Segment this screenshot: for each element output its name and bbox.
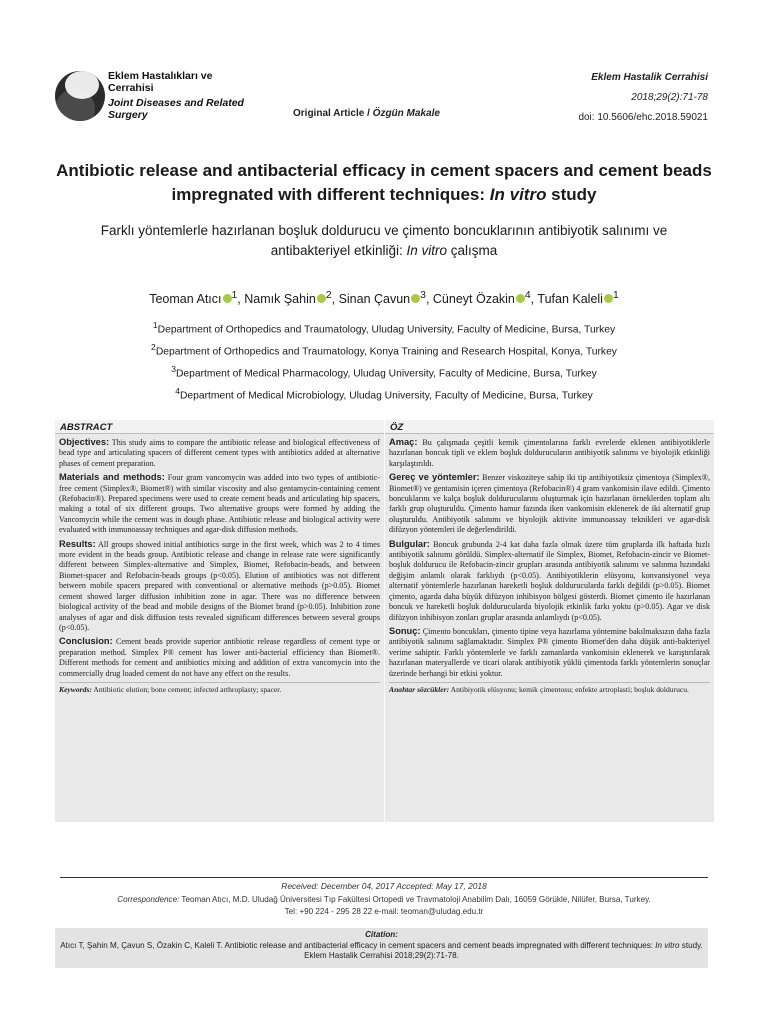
orcid-icon[interactable] bbox=[411, 294, 420, 303]
gerec-label: Gereç ve yöntemler: bbox=[389, 472, 480, 483]
correspondence-contact: Tel: +90 224 - 295 28 22 e-mail: teoman@uludag.edu.tr bbox=[284, 907, 484, 916]
oz-box bbox=[385, 420, 714, 822]
affiliation-text: Department of Orthopedics and Traumatology, Uludag University, Faculty of Medicine, Bursa, Turkey bbox=[157, 324, 616, 336]
author-sup: 4 bbox=[524, 290, 531, 301]
article-title-main: Antibiotic release and antibacterial efficacy in cement spacers and cement beads impregnated with different techniques: bbox=[56, 161, 712, 204]
footer-divider bbox=[60, 877, 708, 878]
author-sup: 1 bbox=[612, 290, 619, 301]
citation-italic: In vitro bbox=[655, 940, 680, 950]
oz-sonuc bbox=[389, 626, 710, 679]
orcid-icon[interactable] bbox=[223, 294, 232, 303]
correspondence-label: Correspondence: bbox=[117, 895, 180, 904]
article-title-italic: In vitro bbox=[489, 185, 547, 204]
author-name: Tufan Kaleli bbox=[537, 292, 603, 307]
article-type-en: Original Article bbox=[293, 108, 365, 119]
journal-logo bbox=[55, 71, 105, 121]
article-type-separator: / bbox=[364, 108, 373, 119]
keywords-text: Antibiotic elution; bone cement; infected arthroplasty; spacer. bbox=[91, 684, 282, 694]
oz-gerec bbox=[389, 472, 710, 535]
citation-box bbox=[55, 928, 708, 968]
sonuc-label: Sonuç: bbox=[389, 625, 421, 636]
results-label: Results: bbox=[59, 538, 96, 549]
author-sup: 2 bbox=[325, 290, 332, 301]
journal-short-title: Eklem Hastalik Cerrahisi bbox=[591, 72, 708, 83]
affiliation-sup: 1 bbox=[152, 320, 158, 330]
abstract-heading: ABSTRACT bbox=[55, 420, 384, 434]
affiliation-text: Department of Medical Microbiology, Uludag University, Faculty of Medicine, Bursa, Turkey bbox=[179, 390, 593, 402]
abstract-methods bbox=[59, 472, 380, 535]
bulgular-text: Boncuk grubunda 2-4 kat daha fazla olmak üzere tüm gruplarda ilk haftada hızlı antibiyotik salınımı görüldü. Simplex-alternatif ile Simplex, Biomet, Refobacin-zincir ve Biomet-boşluk doldurucu ile Refobacin-zincir grupları arasında antibiyotik salınımı ve salınma hızındaki değişim anlamlı olarak farklıydı (p<0.05). Antibiyotiklerin elüsyonu, konvansiyonel veya alternatif yöntemlerle hazırlanan hareketli boşluk doldurucularda farklı değildi (p>0.05). Biomet çimento, agarda daha büyük difüzyon inhibisyon bölgesi gösterdi. Biomet çimento ile hazırlanan boncuk ve hareketli boşluk doldurucularda biyolojik etkinlik farkı yoktu (p>0.05). Agar ve disk difüzyon inhibisyon zonları gruplar arasında anlamlıydı (p<0.05). bbox=[389, 539, 710, 622]
abstract-box bbox=[55, 420, 384, 822]
methods-text: Four gram vancomycin was added into two types of antibiotic-free cement (Simplex®, Biomet®) with similar viscosity and also gentamycin-containing cement (Refobacin®). Prepared specimens were used to create cement beads and articulating hip spacers, making a total of six different groups. Two alternative groups were formed by adding the Vancomycin while the cement was in dough phase. Antibiotic release and biological activity were evaluated with immunoassay techniques and agar-disk diffusion methods. bbox=[59, 473, 380, 535]
conclusion-label: Conclusion: bbox=[59, 636, 113, 647]
subtitle-main: Farklı yöntemlerle hazırlanan boşluk doldurucu ve çimento boncuklarının antibiyotik salınımı ve antibakteriyel etkinliği: bbox=[100, 223, 668, 258]
author-name: Namık Şahin bbox=[244, 292, 316, 307]
correspondence bbox=[60, 894, 708, 918]
author[interactable] bbox=[339, 292, 426, 306]
article-type bbox=[293, 108, 440, 119]
subtitle-end: çalışma bbox=[447, 243, 498, 258]
gerec-text: Benzer viskoziteye sahip iki tip antibiyotiksiz çimentoya (Simplex®, Biomet®) ve gentamisin içeren çimentoya (Refobacin®) 4 gram vankomisin ilave edildi. Çimento boncuklarını ve kalça boşluk doldurucularını oluşturmak için hazırlanan örneklerden toplam altı farklı grup oluşturuldu. Çimento hamur fazında iken vankomisin eklenerek de iki alternatif grup oluşturuldu. Antibiyotik salınımı ve biyolojik aktivite immunoassay teknikleri ve agar-disk difüzyon yöntemleri ile değerlendirildi. bbox=[389, 473, 710, 535]
doi[interactable]: doi: 10.5606/ehc.2018.59021 bbox=[578, 112, 708, 123]
author-list: Teoman Atıcı $^1$, Namık Şahin $^2$, Sinan Çavun $^3$, Cüneyt Özakin $^4$, Tufan Kaleli $^1$ bbox=[149, 290, 619, 307]
affiliation-text: Department of Orthopedics and Traumatology, Konya Training and Research Hospital, Konya, Turkey bbox=[155, 346, 617, 358]
keywords-label: Keywords: bbox=[59, 684, 92, 694]
affiliation-sup: 2 bbox=[151, 341, 156, 352]
author-name: Sinan Çavun bbox=[338, 292, 411, 307]
author-name: Cüneyt Özakin bbox=[432, 292, 515, 307]
abstract-conclusion bbox=[59, 636, 380, 679]
oz-bulgular bbox=[389, 539, 710, 623]
article-title-end: study bbox=[546, 185, 597, 204]
article-type-tr: Özgün Makale bbox=[372, 108, 440, 119]
oz-amac bbox=[389, 437, 710, 469]
oz-keywords-label: Anahtar sözcükler: bbox=[389, 684, 450, 694]
amac-text: Bu çalışmada çeşitli kemik çimentolarına farklı evrelerde eklenen antibiyotiklerle hazırlanan boncuk tipli ve eklem boşluk doldurucuların antibiyotik salınımı ve biyolojik etkinliği karşılaştırıldı. bbox=[389, 438, 710, 468]
abstract-body bbox=[55, 434, 384, 695]
author[interactable] bbox=[537, 292, 618, 306]
author-sup: 1 bbox=[231, 290, 238, 301]
citation-text bbox=[55, 941, 708, 962]
results-text: All groups showed initial antibiotics surge in the first week, which was 2 to 4 times more evident in the beads group. Antibiotic release and change in release rate were significantly different between Simplex-alternative and Simplex, Biomet, Refobacin-beads, and between Biomet-spacer and Refobacin-beads groups (p<0.05). Elution of antibiotics was not different between mobile spacers prepared with conventional or alternative methods (p>0.05). Biomet cement showed larger diffusion inhibition zone in agar. There was no difference between biological activity of the bead and mobile designs of the Biomet brand (p>0.05). Inhibition zone analyses of agar and disk diffusion tests revealed significant differences between several groups (p<0.05). bbox=[59, 539, 380, 632]
objectives-label: Objectives: bbox=[59, 437, 110, 447]
abstract-keywords bbox=[59, 682, 380, 695]
orcid-icon[interactable] bbox=[604, 294, 613, 303]
bulgular-label: Bulgular: bbox=[389, 538, 430, 549]
methods-label: Materials and methods: bbox=[59, 472, 165, 483]
oz-heading: ÖZ bbox=[385, 420, 714, 434]
oz-body bbox=[385, 434, 714, 695]
journal-meta bbox=[578, 68, 708, 128]
oz-keywords bbox=[389, 682, 710, 695]
journal-name-en: Joint Diseases and Related Surgery bbox=[108, 97, 244, 121]
subtitle-italic: In vitro bbox=[406, 243, 448, 258]
affiliation-text: Department of Medical Pharmacology, Uludag University, Faculty of Medicine, Bursa, Turkey bbox=[175, 368, 597, 380]
article-subtitle-tr bbox=[60, 221, 708, 261]
author[interactable] bbox=[433, 292, 531, 306]
citation-end: study. Eklem Hastalik Cerrahisi 2018;29(2):71-78. bbox=[304, 940, 703, 960]
affiliations bbox=[60, 317, 708, 405]
author-name: Teoman Atıcı bbox=[149, 292, 222, 307]
affiliation bbox=[60, 339, 708, 361]
amac-label: Amaç: bbox=[389, 437, 418, 447]
citation-label: Citation: bbox=[365, 930, 398, 939]
article-title bbox=[40, 159, 728, 207]
citation-main: Atıcı T, Şahin M, Çavun S, Özakin C, Kaleli T. Antibiotic release and antibacterial efficacy in cement spacers and cement beads impregnated with different techniques: bbox=[60, 940, 656, 950]
affiliation bbox=[60, 383, 708, 405]
affiliation-sup: 4 bbox=[175, 385, 180, 396]
author[interactable] bbox=[149, 292, 237, 306]
sonuc-text: Çimento boncukları, çimento tipine veya hazırlama yöntemine bakılmaksızın daha fazla antibiyotik salınımı sağlamaktadır. Simplex P® çimento Biomet'den daha düşük anti-bakteriyel verime sahiptir. Farklı yöntemlerle ve farklı zamanlarda vankomisin eklenerek ve karıştırılarak hazırlanan materyallerde ve ticari olarak antibiyotik yüklü çimentoda farklı yöntemlerin sonuçlar üzerinde herhangi bir etkisi yoktur. bbox=[389, 626, 710, 678]
affiliation bbox=[60, 361, 708, 383]
orcid-icon[interactable] bbox=[317, 294, 326, 303]
volume-info: 2018;29(2):71-78 bbox=[631, 92, 708, 103]
author[interactable] bbox=[244, 292, 331, 306]
abstract-results bbox=[59, 539, 380, 634]
abstract-objectives bbox=[59, 437, 380, 469]
correspondence-text: Teoman Atıcı, M.D. Uludağ Üniversitesi Tıp Fakültesi Ortopedi ve Travmatoloji Anabilim Dalı, 16059 Görükle, Nilüfer, Bursa, Turkey. bbox=[179, 895, 651, 904]
affiliation-sup: 3 bbox=[171, 363, 176, 374]
objectives-text: This study aims to compare the antibiotic release and biological effectiveness of bead type and articulating spacers of different cement types with antibiotics added at alternative phases of cement preparation. bbox=[59, 438, 380, 468]
orcid-icon[interactable] bbox=[516, 294, 525, 303]
conclusion-text: Cement beads provide superior antibiotic release regardless of cement type or preparation method. Simplex P® cement has lower anti-bacterial efficiency than Biomet®. Different methods for cement and antibiotics mixing and addition of extra vancomycin into the commercially drug loaded cement do not have any effect on the results. bbox=[59, 637, 380, 678]
affiliation bbox=[60, 317, 708, 339]
correspondence-address bbox=[60, 894, 708, 906]
received-accepted-dates: Received: December 04, 2017 Accepted: May 17, 2018 bbox=[281, 881, 487, 891]
journal-name-tr: Eklem Hastalıkları ve Cerrahisi bbox=[108, 70, 213, 94]
author-sup: 3 bbox=[420, 290, 426, 301]
oz-keywords-text: Antibiyotik elüsyonu; kemik çimentosu; enfekte artroplasti; boşluk doldurucu. bbox=[449, 684, 689, 694]
